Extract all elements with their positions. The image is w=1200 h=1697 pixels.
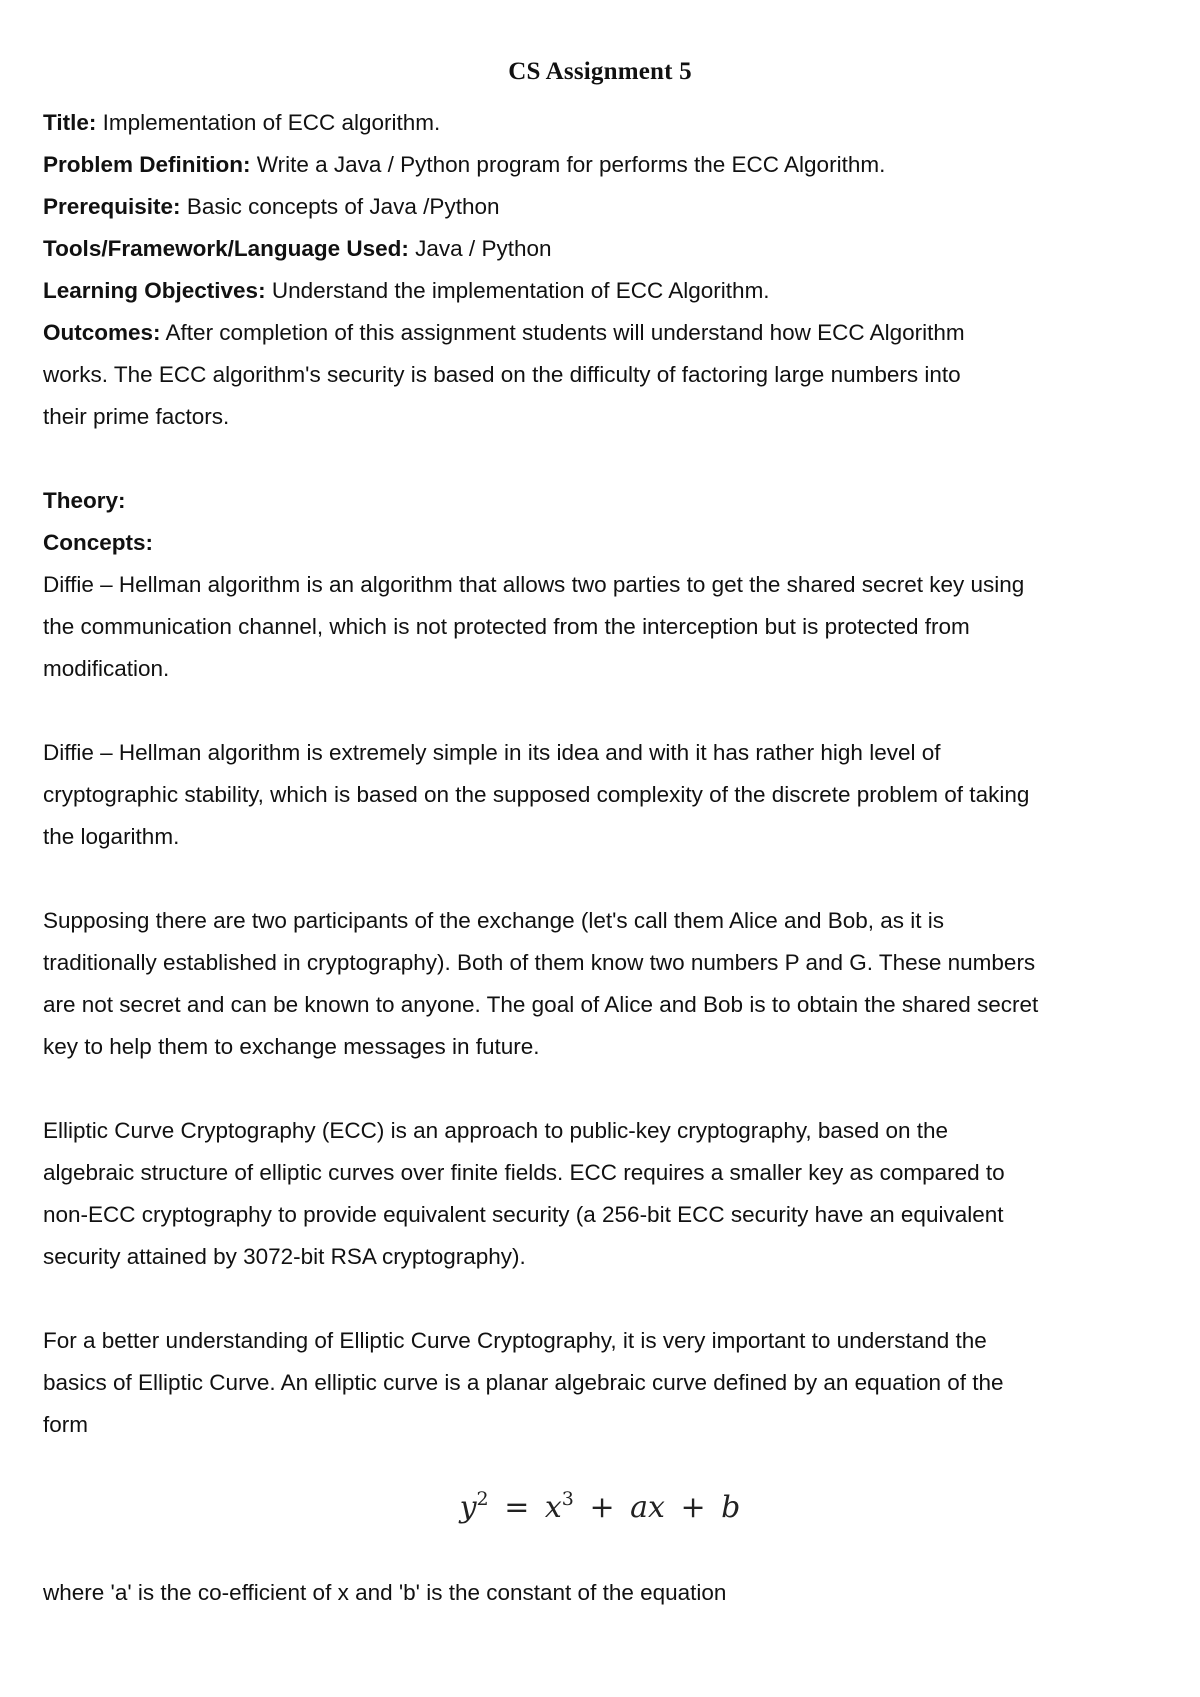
text-line: cryptographic stability, which is based on the supposed complexity of the discrete problem of taking <box>43 782 1030 807</box>
equation-equals: = <box>504 1490 530 1525</box>
text-line: security attained by 3072-bit RSA cryptography). <box>43 1244 526 1269</box>
equation-y: y <box>459 1490 477 1525</box>
field-problem-definition <box>43 144 1123 186</box>
paragraph-diffie-hellman-intro <box>43 564 1143 690</box>
field-outcomes <box>43 312 1123 354</box>
field-label: Tools/Framework/Language Used: <box>43 236 409 261</box>
field-prerequisite <box>43 186 1123 228</box>
paragraph-diffie-hellman-stability <box>43 732 1143 858</box>
equation-y-exponent: 2 <box>476 1488 489 1510</box>
outcomes-continuation <box>43 354 1143 438</box>
field-label: Title: <box>43 110 97 135</box>
text-line: modification. <box>43 656 170 681</box>
equation-plus: + <box>589 1490 615 1525</box>
closing-line <box>43 1572 1143 1614</box>
field-value: Implementation of ECC algorithm. <box>96 110 441 135</box>
field-tools <box>43 228 1123 270</box>
text-line: algebraic structure of elliptic curves over finite fields. ECC requires a smaller key as compared to <box>43 1160 1005 1185</box>
equation-x: x <box>544 1490 562 1525</box>
field-label: Learning Objectives: <box>43 278 266 303</box>
equation-ax: ax <box>630 1490 665 1525</box>
field-value: After completion of this assignment students will understand how ECC Algorithm <box>160 320 965 345</box>
text-line: Elliptic Curve Cryptography (ECC) is an approach to public-key cryptography, based on the <box>43 1118 949 1143</box>
text-line: For a better understanding of Elliptic Curve Cryptography, it is very important to understand the <box>43 1328 987 1353</box>
text-line: where 'a' is the co-efficient of x and 'b' is the constant of the equation <box>43 1580 727 1605</box>
equation-plus: + <box>680 1490 706 1525</box>
text-line: works. The ECC algorithm's security is based on the difficulty of factoring large numbers into <box>43 362 961 387</box>
field-value: Basic concepts of Java /Python <box>180 194 500 219</box>
paragraph-ecc-intro <box>43 1110 1143 1278</box>
text-line: form <box>43 1412 88 1437</box>
text-line: non-ECC cryptography to provide equivalent security (a 256-bit ECC security have an equivalent <box>43 1202 1004 1227</box>
elliptic-curve-equation <box>0 1488 1200 1525</box>
equation-b: b <box>721 1490 741 1525</box>
field-title <box>43 102 1123 144</box>
page-title: CS Assignment 5 <box>508 58 692 85</box>
field-label: Problem Definition: <box>43 152 251 177</box>
text-line: their prime factors. <box>43 404 230 429</box>
text-line: Diffie – Hellman algorithm is an algorithm that allows two parties to get the shared secret key using <box>43 572 1025 597</box>
text-line: basics of Elliptic Curve. An elliptic curve is a planar algebraic curve defined by an equation of the <box>43 1370 1004 1395</box>
text-line: traditionally established in cryptography). Both of them know two numbers P and G. These numbers <box>43 950 1036 975</box>
paragraph-elliptic-curve-basics <box>43 1320 1143 1446</box>
text-line: the logarithm. <box>43 824 180 849</box>
equation-x-exponent: 3 <box>561 1488 574 1510</box>
field-value: Write a Java / Python program for performs the ECC Algorithm. <box>250 152 886 177</box>
field-learning-objectives <box>43 270 1123 312</box>
text-line: Supposing there are two participants of the exchange (let's call them Alice and Bob, as it is <box>43 908 945 933</box>
theory-heading: Theory: <box>43 488 126 513</box>
text-line: Diffie – Hellman algorithm is extremely simple in its idea and with it has rather high level of <box>43 740 941 765</box>
text-line: the communication channel, which is not protected from the interception but is protected from <box>43 614 970 639</box>
field-value: Java / Python <box>408 236 552 261</box>
field-label: Prerequisite: <box>43 194 181 219</box>
field-value: Understand the implementation of ECC Algorithm. <box>265 278 770 303</box>
text-line: are not secret and can be known to anyone. The goal of Alice and Bob is to obtain the shared secret <box>43 992 1039 1017</box>
text-line: key to help them to exchange messages in future. <box>43 1034 540 1059</box>
concepts-heading: Concepts: <box>43 530 154 555</box>
paragraph-alice-bob <box>43 900 1143 1068</box>
field-label: Outcomes: <box>43 320 161 345</box>
